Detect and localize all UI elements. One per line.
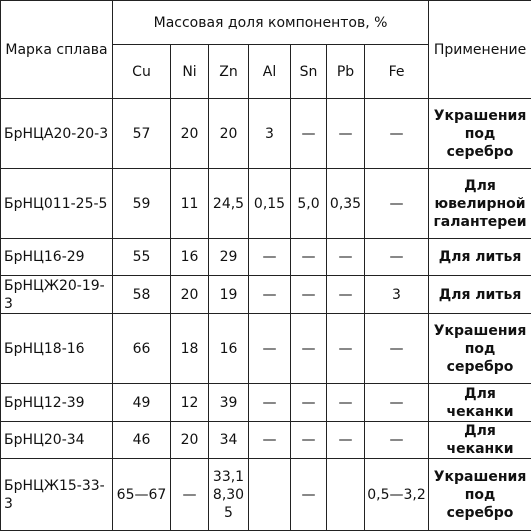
application-cell: Для литья — [429, 276, 531, 314]
pb-value: — — [327, 384, 365, 422]
sn-value: — — [291, 314, 327, 384]
sn-value: 5,0 — [291, 169, 327, 239]
zn-value: 33,18,305 — [209, 459, 249, 531]
ni-value: 11 — [171, 169, 209, 239]
sn-value: — — [291, 276, 327, 314]
application-cell: Для литья — [429, 239, 531, 276]
sn-value: — — [291, 422, 327, 459]
fe-value: 0,5—3,2 — [365, 459, 429, 531]
al-value: — — [249, 314, 291, 384]
pb-value — [327, 459, 365, 531]
table-row — [1, 169, 531, 239]
fe-value: 3 — [365, 276, 429, 314]
al-value: 0,15 — [249, 169, 291, 239]
al-value — [249, 459, 291, 531]
cu-value: 65—67 — [113, 459, 171, 531]
zn-value: 34 — [209, 422, 249, 459]
al-value: — — [249, 384, 291, 422]
table-row — [1, 276, 531, 314]
al-value: — — [249, 422, 291, 459]
table-row — [1, 459, 531, 531]
ni-value: 16 — [171, 239, 209, 276]
table-row — [1, 422, 531, 459]
application-cell: Украшения под серебро — [429, 459, 531, 531]
fe-value: — — [365, 239, 429, 276]
alloy-grade: БрНЦ18-16 — [1, 314, 113, 384]
pb-value: — — [327, 314, 365, 384]
zn-value: 29 — [209, 239, 249, 276]
al-value: — — [249, 276, 291, 314]
application-cell: Украшения под серебро — [429, 314, 531, 384]
header-element-pb: Pb — [327, 45, 365, 99]
zn-value: 24,5 — [209, 169, 249, 239]
header-element-cu: Cu — [113, 45, 171, 99]
cu-value: 66 — [113, 314, 171, 384]
cu-value: 58 — [113, 276, 171, 314]
zn-value: 39 — [209, 384, 249, 422]
header-grade: Марка сплава — [1, 1, 113, 99]
alloy-grade: БрНЦЖ15-33-3 — [1, 459, 113, 531]
application-cell: Для ювелирной галантереи — [429, 169, 531, 239]
al-value: — — [249, 239, 291, 276]
sn-value: — — [291, 384, 327, 422]
cu-value: 46 — [113, 422, 171, 459]
ni-value: 20 — [171, 99, 209, 169]
fe-value: — — [365, 384, 429, 422]
alloy-grade: БрНЦЖ20-19-3 — [1, 276, 113, 314]
alloy-grade: БрНЦ011-25-5 — [1, 169, 113, 239]
fe-value: — — [365, 169, 429, 239]
application-cell: Для чеканки — [429, 384, 531, 422]
header-element-sn: Sn — [291, 45, 327, 99]
header-element-al: Al — [249, 45, 291, 99]
header-element-zn: Zn — [209, 45, 249, 99]
al-value: 3 — [249, 99, 291, 169]
fe-value: — — [365, 99, 429, 169]
alloy-grade: БрНЦ12-39 — [1, 384, 113, 422]
pb-value: 0,35 — [327, 169, 365, 239]
pb-value: — — [327, 276, 365, 314]
pb-value: — — [327, 422, 365, 459]
sn-value: — — [291, 459, 327, 531]
header-element-fe: Fe — [365, 45, 429, 99]
alloy-grade: БрНЦ20-34 — [1, 422, 113, 459]
ni-value: 12 — [171, 384, 209, 422]
ni-value: 20 — [171, 276, 209, 314]
ni-value: 18 — [171, 314, 209, 384]
table-row — [1, 239, 531, 276]
alloy-grade: БрНЦА20-20-3 — [1, 99, 113, 169]
table-row — [1, 99, 531, 169]
cu-value: 59 — [113, 169, 171, 239]
header-element-ni: Ni — [171, 45, 209, 99]
fe-value: — — [365, 314, 429, 384]
sn-value: — — [291, 239, 327, 276]
fe-value: — — [365, 422, 429, 459]
sn-value: — — [291, 99, 327, 169]
table-row — [1, 314, 531, 384]
ni-value: 20 — [171, 422, 209, 459]
pb-value: — — [327, 99, 365, 169]
application-cell: Для чеканки — [429, 422, 531, 459]
zn-value: 20 — [209, 99, 249, 169]
header-application: Применение — [429, 1, 531, 99]
pb-value: — — [327, 239, 365, 276]
ni-value: — — [171, 459, 209, 531]
cu-value: 49 — [113, 384, 171, 422]
zn-value: 16 — [209, 314, 249, 384]
alloy-grade: БрНЦ16-29 — [1, 239, 113, 276]
cu-value: 55 — [113, 239, 171, 276]
application-cell: Украшения под серебро — [429, 99, 531, 169]
table-row — [1, 384, 531, 422]
header-composition: Массовая доля компонентов, % — [113, 1, 429, 45]
cu-value: 57 — [113, 99, 171, 169]
zn-value: 19 — [209, 276, 249, 314]
